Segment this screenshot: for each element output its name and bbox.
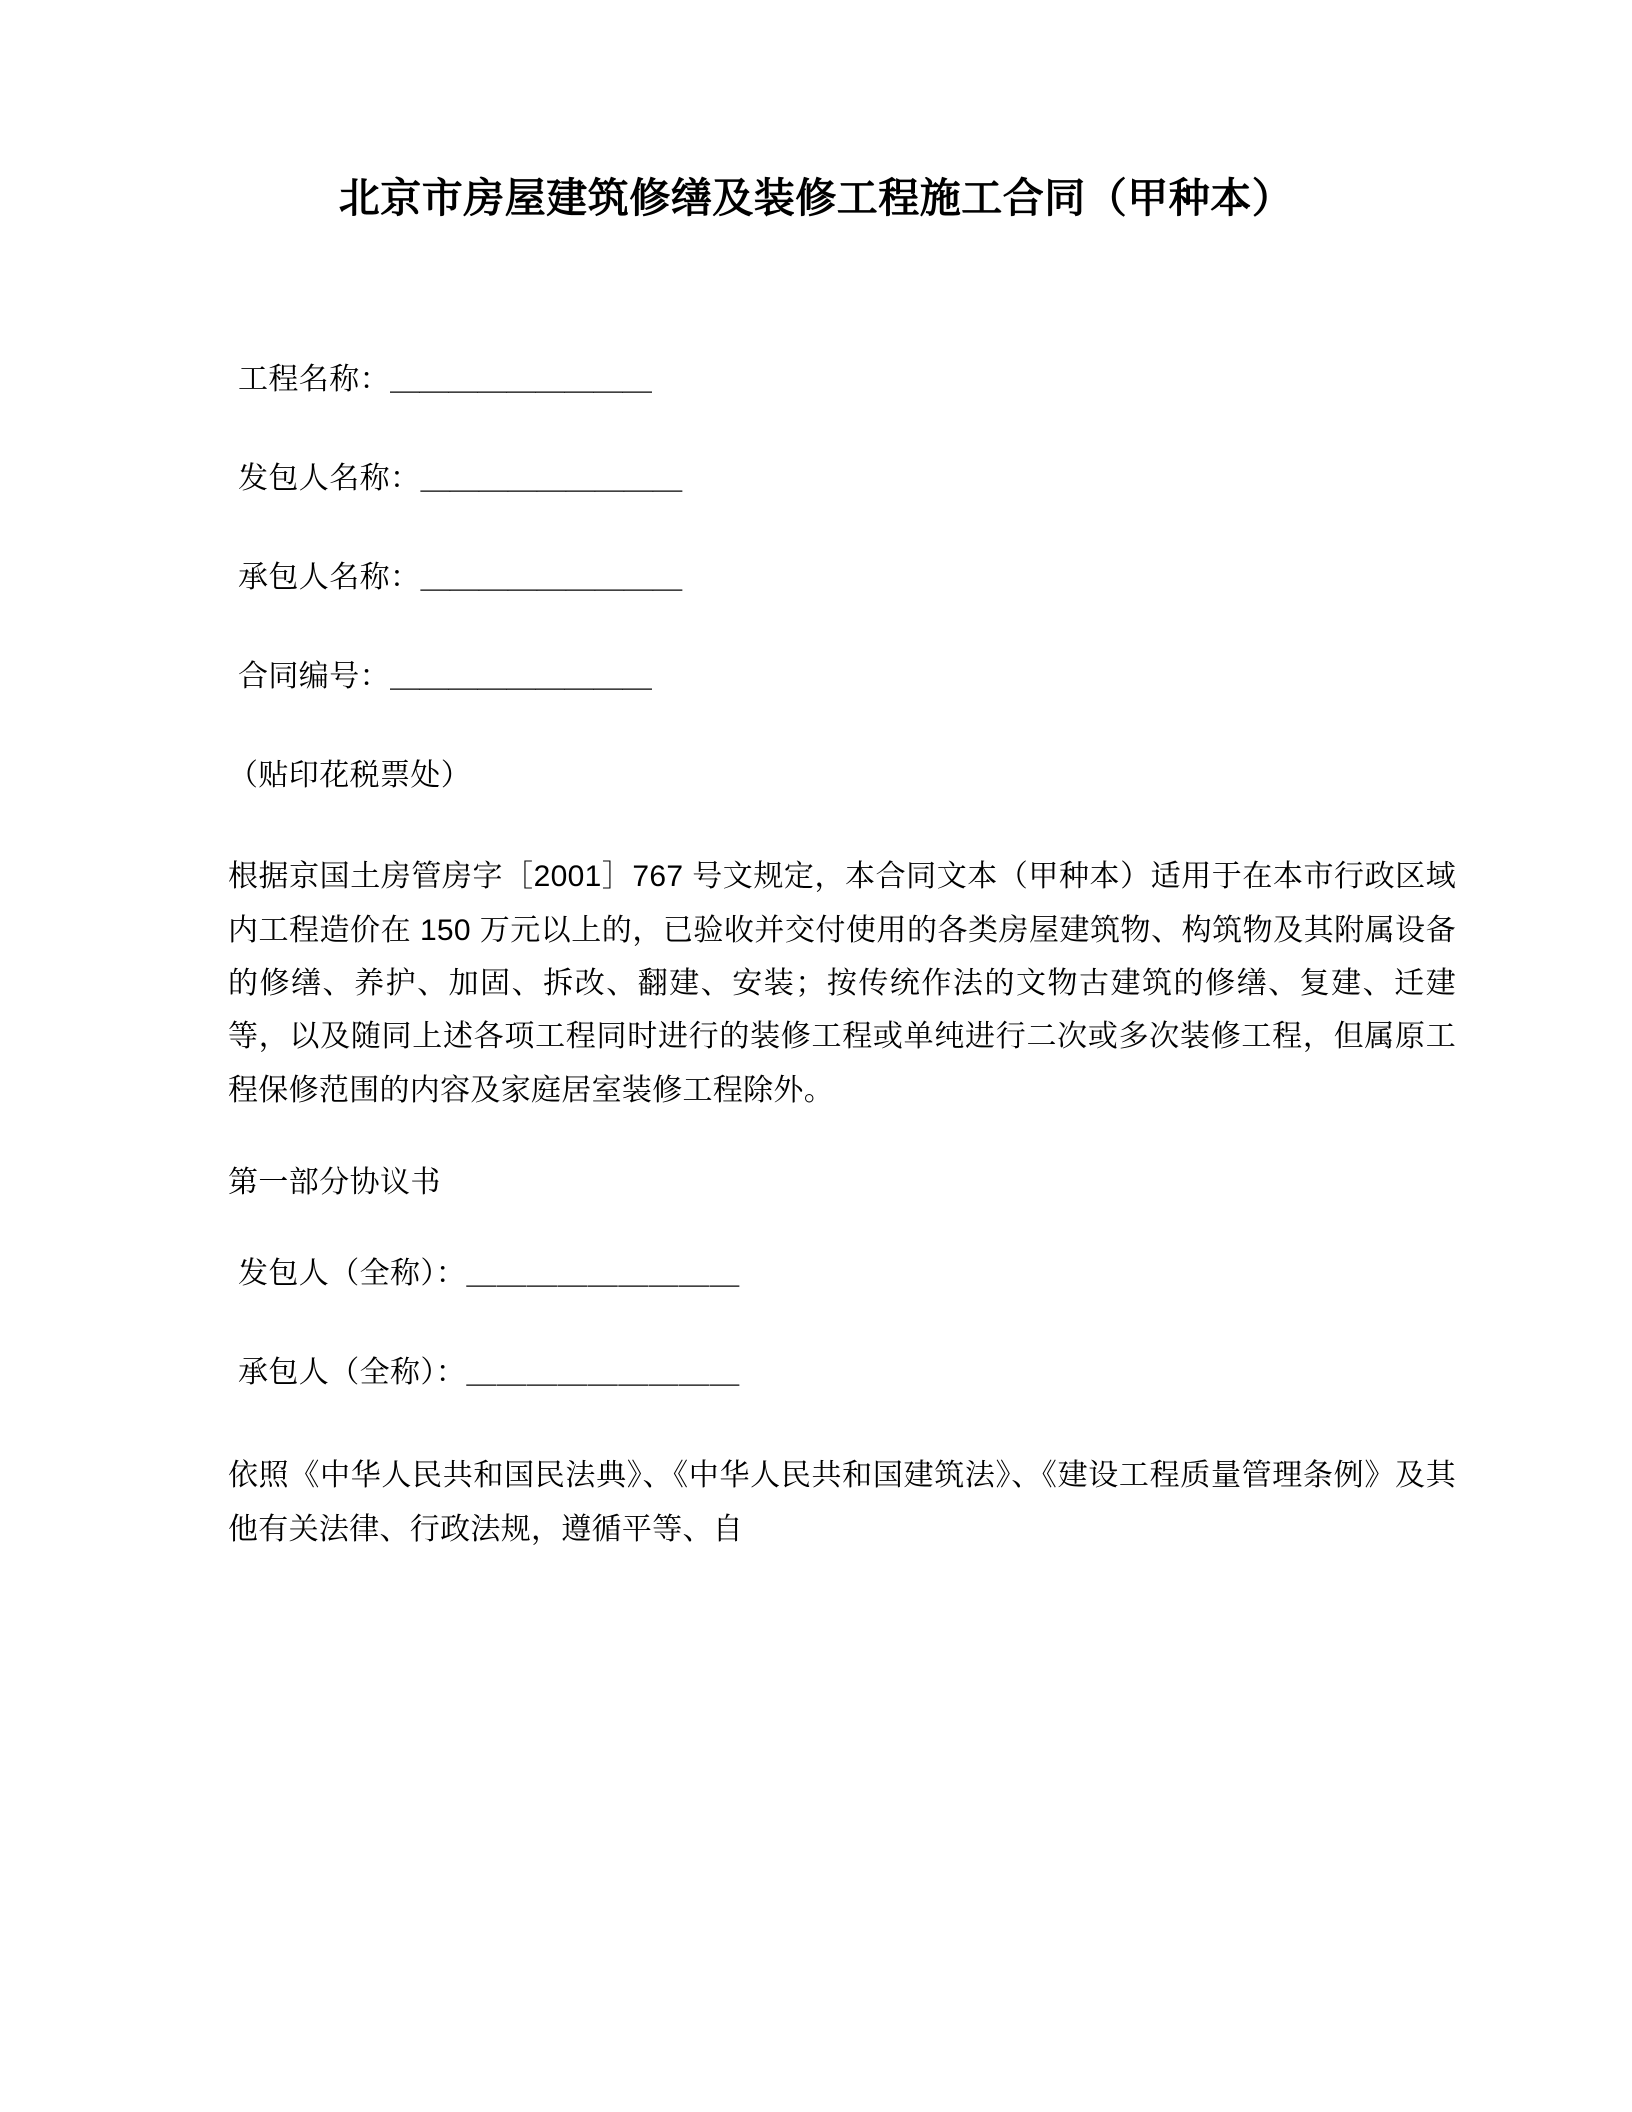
field-contractor-name-blank: ＿＿＿＿＿＿＿＿＿ bbox=[420, 561, 682, 595]
stamp-duty-note: （贴印花税票处） bbox=[228, 759, 472, 793]
field-project-name-blank: ＿＿＿＿＿＿＿＿＿ bbox=[390, 363, 651, 397]
party-employer-blank: ＿＿＿＿＿＿＿＿＿ bbox=[466, 1257, 740, 1291]
page-title: 北京市房屋建筑修缮及装修工程施工合同（甲种本） bbox=[338, 175, 1294, 221]
field-employer-name-label: 发包人名称： bbox=[238, 462, 421, 496]
field-employer-name-blank: ＿＿＿＿＿＿＿＿＿ bbox=[420, 462, 682, 496]
field-employer-name bbox=[150, 456, 1482, 501]
party-contractor-label: 承包人（全称）： bbox=[238, 1356, 467, 1390]
section-heading-part-one: 第一部分协议书 bbox=[228, 1166, 441, 1200]
party-contractor-full-name bbox=[150, 1350, 1482, 1395]
party-employer-label: 发包人（全称）： bbox=[238, 1257, 467, 1291]
field-contract-number-label: 合同编号： bbox=[238, 660, 390, 694]
field-project-name bbox=[150, 357, 1482, 402]
title-spacer bbox=[150, 225, 1482, 357]
party-contractor-blank: ＿＿＿＿＿＿＿＿＿ bbox=[466, 1356, 740, 1390]
field-contract-number bbox=[150, 654, 1482, 699]
field-project-name-label: 工程名称： bbox=[238, 363, 390, 397]
closing-paragraph: 依照《中华人民共和国民法典》、《中华人民共和国建筑法》、《建设工程质量管理条例》及其他有关法律、行政法规，遵循平等、自 bbox=[228, 1459, 1456, 1546]
field-contractor-name-label: 承包人名称： bbox=[238, 561, 421, 595]
party-employer-full-name bbox=[150, 1251, 1482, 1296]
field-contractor-name bbox=[150, 555, 1482, 600]
field-contract-number-blank: ＿＿＿＿＿＿＿＿＿ bbox=[390, 660, 651, 694]
scope-paragraph: 根据京国土房管房字［2001］767 号文规定，本合同文本（甲种本）适用于在本市行政区域内工程造价在 150 万元以上的，已验收并交付使用的各类房屋建筑物、构筑物及其附属设备的修缮、养护、加固、拆改、翻建、安装；按传统作法的文物古建筑的修缮、复建、迁建等，以及随同上述各项工程同时进行的装修工程或单纯进行二次或多次装修工程，但属原工程保修范围的内容及家庭居室装修工程除外。 bbox=[228, 860, 1456, 1107]
